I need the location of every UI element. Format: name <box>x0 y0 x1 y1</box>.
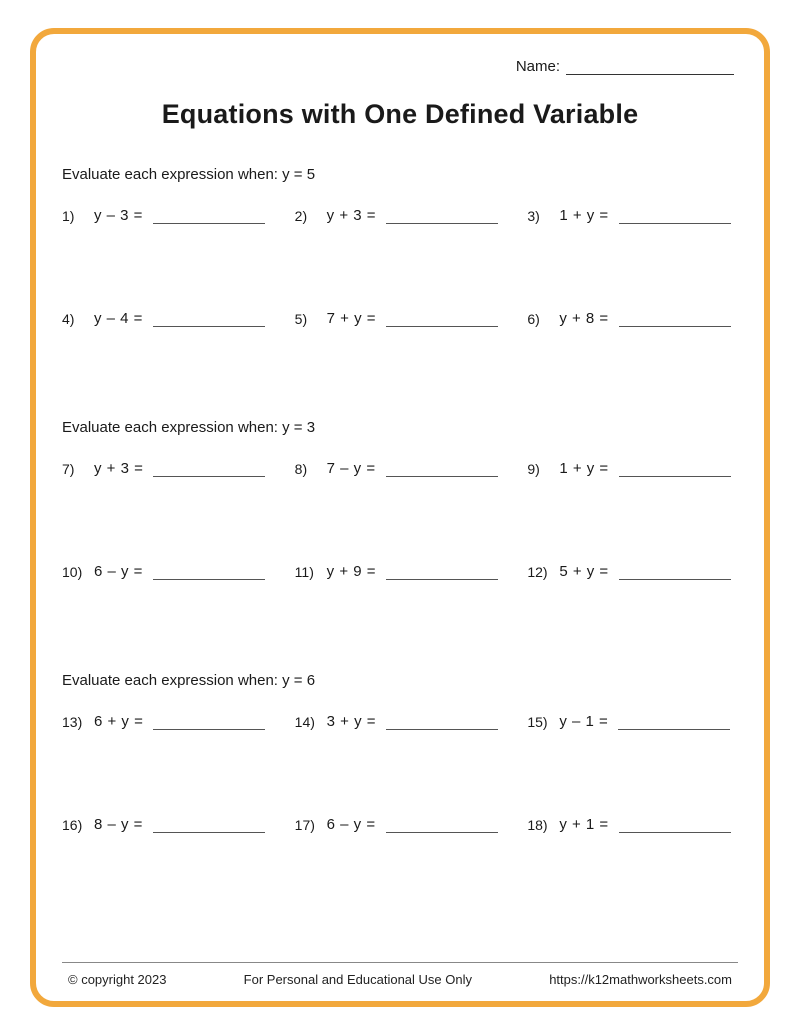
problem-expression: 6 – y = <box>326 816 376 833</box>
problem-number: 8) <box>294 461 308 477</box>
problem-number: 10) <box>62 564 83 580</box>
problem-expression: 7 + y = <box>326 310 377 327</box>
problem-number: 17) <box>294 817 315 833</box>
section-y-equals-5 <box>62 166 738 327</box>
name-blank-line <box>566 59 734 75</box>
problems-grid <box>62 713 738 833</box>
problem-number: 7) <box>62 461 75 477</box>
problem-6 <box>527 310 738 327</box>
problem-16 <box>62 816 273 833</box>
problem-expression: y + 8 = <box>559 310 609 327</box>
worksheet-content <box>36 34 764 962</box>
problem-expression: 1 + y = <box>559 207 609 224</box>
problem-expression: 3 + y = <box>326 713 377 730</box>
answer-blank <box>153 565 265 580</box>
problem-number: 18) <box>527 817 548 833</box>
problem-expression: 6 + y = <box>94 713 144 730</box>
problem-11 <box>295 563 506 580</box>
answer-blank <box>386 715 498 730</box>
section-instruction: Evaluate each expression when: y = 6 <box>62 672 316 689</box>
problem-number: 4) <box>62 311 75 327</box>
section-instruction: Evaluate each expression when: y = 5 <box>62 166 316 183</box>
problem-2 <box>295 207 506 224</box>
name-row <box>62 58 738 75</box>
problem-expression: 5 + y = <box>559 563 609 580</box>
footer <box>62 962 738 1001</box>
section-y-equals-3 <box>62 419 738 580</box>
problem-7 <box>62 460 273 477</box>
answer-blank <box>619 462 731 477</box>
problem-expression: y – 3 = <box>94 207 143 224</box>
answer-blank <box>619 818 731 833</box>
answer-blank <box>153 715 265 730</box>
problem-number: 9) <box>527 461 540 477</box>
problem-number: 3) <box>527 208 540 224</box>
section-y-equals-6 <box>62 672 738 833</box>
section-instruction: Evaluate each expression when: y = 3 <box>62 419 316 436</box>
problem-12 <box>527 563 738 580</box>
problem-number: 1) <box>62 208 75 224</box>
problem-17 <box>295 816 506 833</box>
answer-blank <box>153 818 265 833</box>
answer-blank <box>618 715 730 730</box>
problem-expression: 8 – y = <box>94 816 143 833</box>
problem-expression: 7 – y = <box>326 460 376 477</box>
problem-expression: y + 1 = <box>559 816 609 833</box>
answer-blank <box>619 565 731 580</box>
answer-blank <box>386 312 498 327</box>
problem-9 <box>527 460 738 477</box>
answer-blank <box>153 312 265 327</box>
answer-blank <box>386 818 498 833</box>
footer-copyright: © copyright 2023 <box>68 972 167 987</box>
problem-number: 6) <box>527 311 540 327</box>
problem-14 <box>295 713 506 730</box>
answer-blank <box>386 462 498 477</box>
problem-expression: y + 3 = <box>94 460 144 477</box>
worksheet-frame <box>30 28 770 1007</box>
answer-blank <box>619 209 731 224</box>
problem-15 <box>527 713 738 730</box>
problem-3 <box>527 207 738 224</box>
problem-number: 5) <box>294 311 308 327</box>
problems-grid <box>62 207 738 327</box>
problem-number: 14) <box>294 714 315 730</box>
footer-url: https://k12mathworksheets.com <box>549 972 732 987</box>
problems-grid <box>62 460 738 580</box>
footer-usage-note: For Personal and Educational Use Only <box>243 972 473 987</box>
problem-4 <box>62 310 273 327</box>
problem-expression: 1 + y = <box>559 460 609 477</box>
problem-number: 2) <box>294 208 308 224</box>
problem-number: 15) <box>527 714 548 730</box>
problem-expression: y – 1 = <box>559 713 609 730</box>
problem-5 <box>295 310 506 327</box>
problem-number: 12) <box>527 564 548 580</box>
answer-blank <box>619 312 731 327</box>
problem-expression: y + 3 = <box>326 207 377 224</box>
problem-number: 13) <box>62 714 83 730</box>
page-title: Equations with One Defined Variable <box>161 99 639 129</box>
problem-number: 16) <box>62 817 83 833</box>
problem-8 <box>295 460 506 477</box>
answer-blank <box>153 209 265 224</box>
problem-1 <box>62 207 273 224</box>
problem-expression: y – 4 = <box>94 310 143 327</box>
answer-blank <box>386 565 498 580</box>
problem-expression: y + 9 = <box>326 563 377 580</box>
answer-blank <box>386 209 498 224</box>
name-label: Name: <box>515 58 560 75</box>
problem-18 <box>527 816 738 833</box>
problem-10 <box>62 563 273 580</box>
problem-13 <box>62 713 273 730</box>
answer-blank <box>153 462 265 477</box>
problem-number: 11) <box>294 564 314 580</box>
problem-expression: 6 – y = <box>94 563 143 580</box>
